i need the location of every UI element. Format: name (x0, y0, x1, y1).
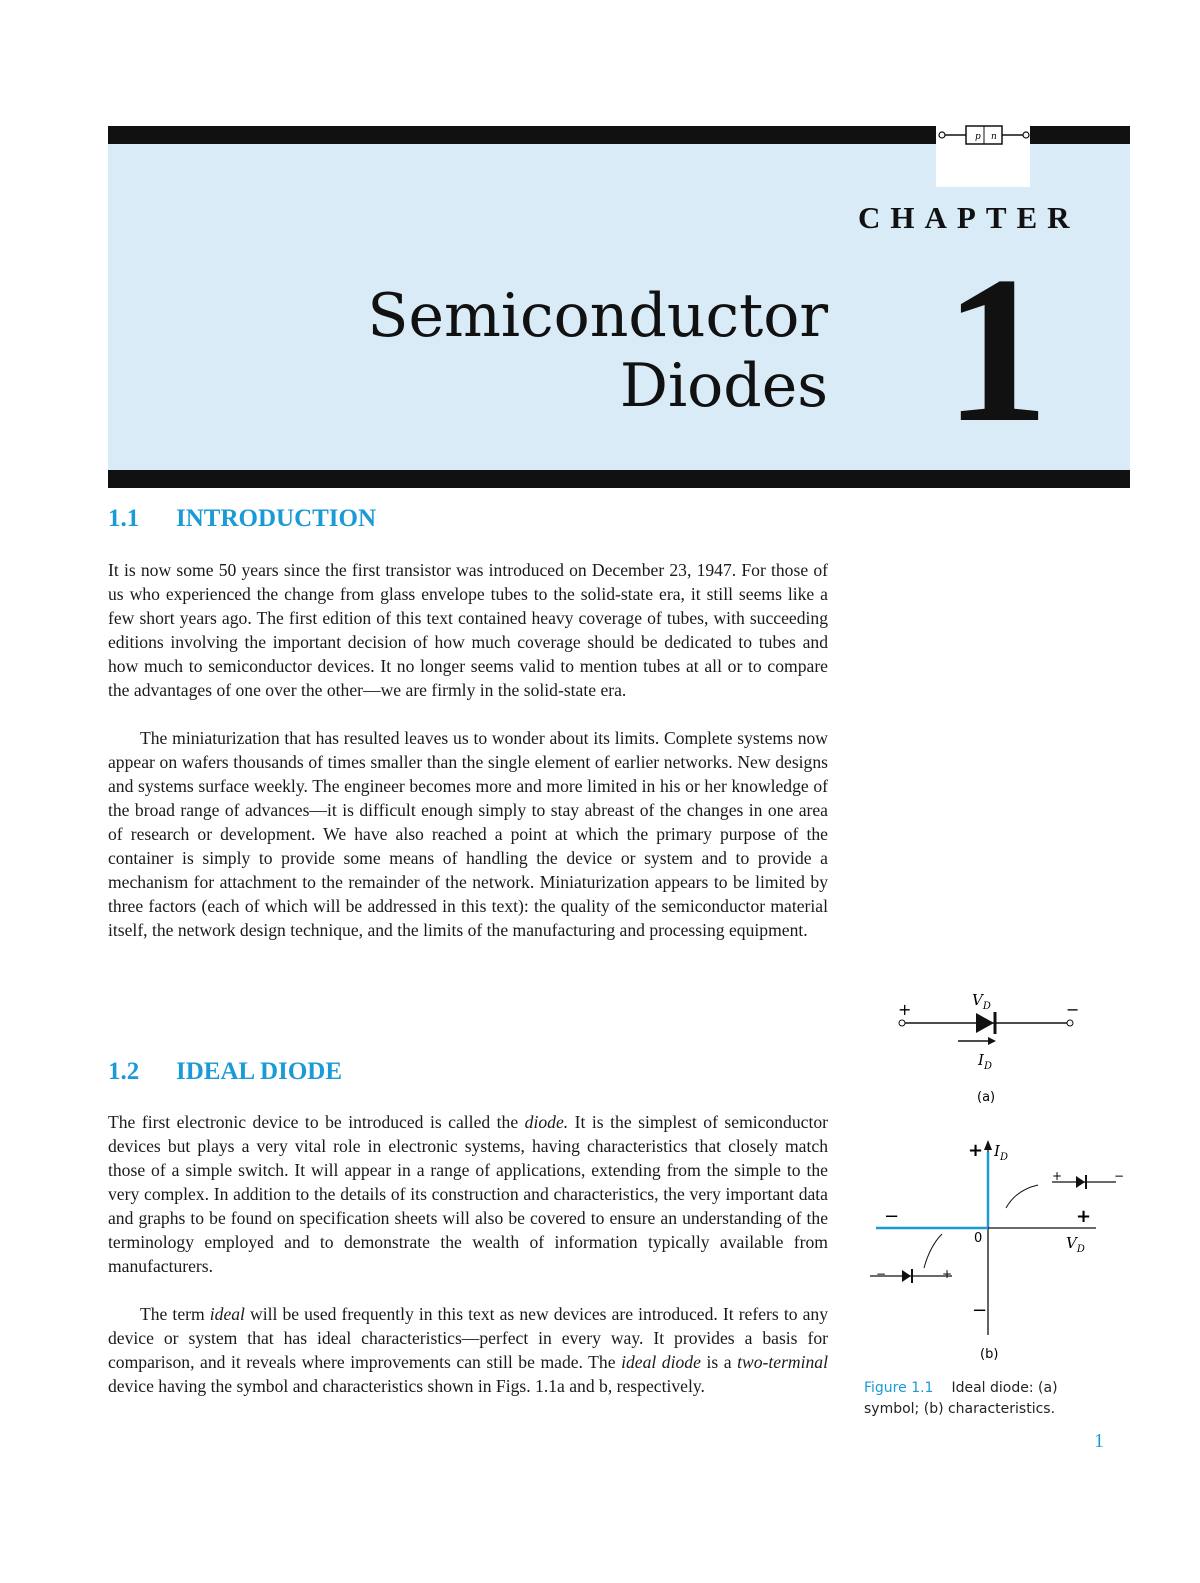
plus-sign: + (942, 1267, 953, 1281)
chapter-label: CHAPTER (858, 200, 1080, 235)
minus-sign: − (884, 1206, 900, 1227)
diode-icon (902, 1270, 911, 1282)
intro-paragraph-2: The miniaturization that has resulted leaves us to wonder about its limits. Complete systems now appear on wafers thousands of times smaller than the single element of earlier networks. New designs and systems surface weekly. The engineer becomes more and more limited in his or her knowledge of the broad range of advances—it is difficult enough simply to stay abreast of the changes in one area of research or development. We have also reached a point at which the primary purpose of the container is simply to provide some means of handling the device or system and to provide a mechanism for attachment to the remainder of the network. Miniaturization appears to be limited by three factors (each of which will be addressed in this text): the quality of the semiconductor material itself, the network design technique, and the limits of the manufacturing and processing equipment. (108, 728, 828, 940)
chapter-title-line1: Semiconductor (367, 281, 828, 351)
figure-label-a: (a) (977, 1090, 996, 1105)
plus-sign: + (1052, 1169, 1063, 1183)
intro-paragraph-1: It is now some 50 years since the first transistor was introduced on December 23, 1947. For those of us who experienced the change from glass envelope tubes to the solid-state era, it still seems like a few short years ago. The first edition of this text contained heavy coverage of tubes, with succeeding editions involving the important decision of how much coverage should be dedicated to tubes and how much to semiconductor devices. It no longer seems valid to mention tubes at all or to compare the advantages of one over the other—we are firmly in the solid-state era. (108, 560, 828, 700)
minus-sign: − (972, 1300, 988, 1321)
section-number: 1.2 (108, 1058, 140, 1085)
figure-caption-text: Ideal diode: (a) symbol; (b) characteristics. (864, 1380, 1058, 1417)
id-axis-label: $I_D$ (994, 1142, 1008, 1163)
n-region-label: n (991, 132, 997, 142)
figure-label-b: (b) (980, 1347, 999, 1360)
term-ideal: ideal (209, 1304, 245, 1324)
term-ideal-diode: ideal diode (621, 1352, 701, 1372)
minus-sign: − (876, 1267, 887, 1281)
ideal-diode-paragraph-1: The first electronic device to be introduced is called the diode. It is the simplest of semiconductor devices but plays a very vital role in electronic systems, having characteristics that closely match those of a simple switch. It will appear in a range of applications, extending from the simple to the very complex. In addition to the details of its construction and characteristics, the very important data and graphs to be found on specification sheets will also be covered to ensure an understanding of the terminology employed and to demonstrate the wealth of information typically available from manufacturers. (108, 1112, 829, 1276)
diode-triangle (976, 1013, 994, 1033)
plus-sign: + (968, 1140, 984, 1161)
figure-id: Figure 1.1 (864, 1380, 934, 1396)
chapter-number: 1 (944, 234, 1049, 466)
section-title: INTRODUCTION (176, 505, 377, 532)
figure-diode-symbol (880, 985, 1100, 1105)
vd-label: $V_D$ (972, 991, 991, 1012)
chapter-title (367, 281, 828, 421)
figure-diode-characteristics (856, 1130, 1126, 1360)
current-arrow-icon (988, 1037, 996, 1045)
origin-label: 0 (974, 1231, 983, 1246)
header-bottom-bar (108, 470, 1130, 488)
section-title: IDEAL DIODE (176, 1058, 343, 1085)
section-heading-ideal-diode (108, 1058, 342, 1086)
plus-sign: + (1076, 1206, 1092, 1227)
id-label: $I_D$ (978, 1051, 992, 1072)
p-region-label: p (975, 132, 981, 142)
term-diode: diode. (524, 1112, 569, 1132)
section-number: 1.1 (108, 505, 140, 532)
ideal-diode-paragraph-2: The term ideal will be used frequently in this text as new devices are introduced. It refers to any device or system that has ideal characteristics—perfect in every way. It provides a basis for comparison, and it reveals where improvements can still be made. The ideal diode is a two-terminal device having the symbol and characteristics shown in Figs. 1.1a and b, respectively. (108, 1304, 828, 1396)
plus-sign: + (898, 1000, 912, 1019)
pn-junction-icon (936, 120, 1030, 150)
term-two-terminal: two-terminal (737, 1352, 828, 1372)
minus-sign: − (1066, 1000, 1080, 1019)
section-heading-introduction (108, 505, 376, 533)
diode-icon (1076, 1176, 1085, 1188)
chapter-title-line2: Diodes (619, 351, 828, 421)
page-number: 1 (1094, 1430, 1104, 1452)
figure-caption (864, 1378, 1084, 1420)
minus-sign: − (1114, 1169, 1125, 1183)
vd-axis-label: $V_D$ (1066, 1234, 1085, 1255)
